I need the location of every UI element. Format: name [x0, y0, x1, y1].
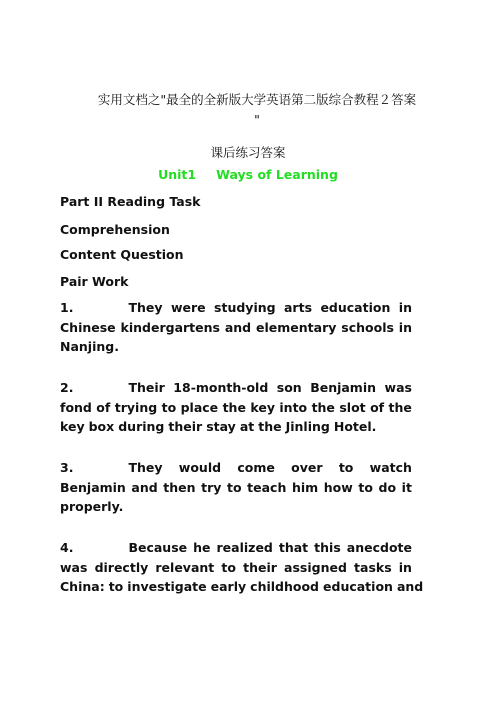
answer-word: schools [341, 319, 394, 335]
answer-word: to [338, 460, 354, 475]
answer-word: key [60, 419, 85, 434]
answer-word: was [60, 559, 88, 575]
answer-word: Jinling [285, 419, 330, 434]
answer-word: Nanjing. [60, 339, 119, 354]
answer-word: assigned [284, 559, 347, 575]
answer-word: fond [60, 399, 92, 415]
answer-word: in [398, 559, 412, 575]
answer-item [60, 538, 424, 597]
answer-word: were [170, 300, 206, 315]
answer-word: to [221, 559, 236, 575]
answer-number: 3. [60, 460, 74, 475]
answer-line [60, 478, 412, 498]
answer-word: to [161, 399, 177, 415]
answer-word: China: [60, 579, 105, 594]
answer-word: box [88, 419, 115, 434]
answer-word: directly [94, 559, 149, 575]
answer-word: in [398, 300, 412, 315]
answer-line [60, 378, 412, 398]
answer-word: the [258, 419, 282, 434]
answer-word: to [227, 479, 242, 495]
answer-line [60, 497, 412, 517]
answer-word: place [180, 399, 219, 415]
answer-word: this [314, 540, 341, 555]
answer-word: key [250, 399, 275, 415]
answer-word: son [276, 380, 302, 395]
answer-line [60, 417, 412, 437]
answer-word: tasks [354, 559, 392, 575]
answer-word: the [388, 399, 412, 415]
answer-word: him [291, 479, 319, 495]
unit-heading [0, 167, 496, 182]
answer-word: childhood [250, 579, 320, 594]
answer-line [60, 398, 412, 418]
answer-word: elementary [256, 319, 337, 335]
answer-word: the [311, 399, 335, 415]
document-title [92, 90, 422, 130]
answer-word: the [222, 399, 246, 415]
answer-word: then [163, 479, 196, 495]
document-subtitle: 课后练习答案 [210, 145, 286, 160]
answer-word: over [291, 460, 323, 475]
answer-word: to [358, 479, 373, 495]
answer-word: They [128, 300, 163, 315]
answer-word: that [278, 540, 309, 555]
answer-item [60, 378, 412, 437]
answer-word: investigate [127, 579, 207, 594]
answer-word: Because [128, 540, 188, 555]
section-heading-comprehension: Comprehension [60, 222, 170, 237]
answer-word: trying [114, 399, 158, 415]
answer-word: he [193, 540, 211, 555]
answer-word: it [401, 479, 412, 495]
answer-line [60, 577, 424, 597]
answer-word: their [243, 559, 277, 575]
answer-line [60, 318, 412, 338]
answer-word: try [201, 479, 222, 495]
answer-item [60, 458, 412, 517]
answer-word: to [108, 579, 124, 594]
answer-word: and [131, 479, 158, 495]
answer-word: Benjamin [310, 380, 377, 395]
answer-line [60, 538, 412, 558]
unit-title: Ways of Learning [216, 167, 338, 182]
answer-word: slot [339, 399, 366, 415]
answer-number: 4. [60, 540, 74, 555]
answer-word: watch [369, 460, 412, 475]
answer-line [60, 558, 412, 578]
answer-word: do [378, 479, 397, 495]
unit-number: Unit1 [158, 167, 197, 182]
answer-number: 2. [60, 380, 74, 395]
answer-word: education [320, 300, 391, 315]
answer-word: They [128, 460, 163, 475]
document-title-line-1: 实用文档之"最全的全新版大学英语第二版综合教程２答案 [97, 92, 417, 107]
answer-number: 1. [60, 300, 74, 315]
answer-word: come [237, 460, 275, 475]
answer-word: their [168, 419, 203, 434]
answer-word: anecdote [346, 540, 412, 555]
section-heading-part: Part II Reading Task [60, 194, 201, 209]
answer-word: education [323, 579, 393, 594]
answer-word: properly. [60, 499, 124, 514]
answer-word: stay [206, 419, 236, 434]
document-title-line-2: " [254, 112, 260, 127]
answer-word: Their [128, 380, 165, 395]
answer-item [60, 298, 412, 357]
answer-word: relevant [155, 559, 215, 575]
answer-word: realized [216, 540, 273, 555]
answer-word: of [96, 399, 111, 415]
answer-word: Hotel. [333, 419, 377, 434]
answer-word: arts [284, 300, 313, 315]
answer-line [60, 298, 412, 318]
answer-word: of [370, 399, 385, 415]
answer-line [60, 337, 412, 357]
section-heading-content-question: Content Question [60, 247, 184, 262]
answer-word: 18-month-old [173, 380, 269, 395]
answer-word: in [398, 319, 412, 335]
answer-word: during [118, 419, 165, 434]
answer-word: Chinese [60, 319, 116, 335]
answer-word: teach [247, 479, 287, 495]
answer-word: how [323, 479, 353, 495]
answer-word: at [239, 419, 255, 434]
answer-word: and [224, 319, 252, 335]
answer-word: was [384, 380, 412, 395]
answer-word: would [178, 460, 222, 475]
answer-line [60, 458, 412, 478]
answer-word: kindergartens [120, 319, 220, 335]
answer-word: studying [214, 300, 276, 315]
answer-word: Benjamin [60, 479, 126, 495]
answer-word: into [279, 399, 308, 415]
section-heading-pair-work: Pair Work [60, 274, 129, 289]
answer-word: and [396, 579, 424, 594]
answer-word: early [210, 579, 247, 594]
